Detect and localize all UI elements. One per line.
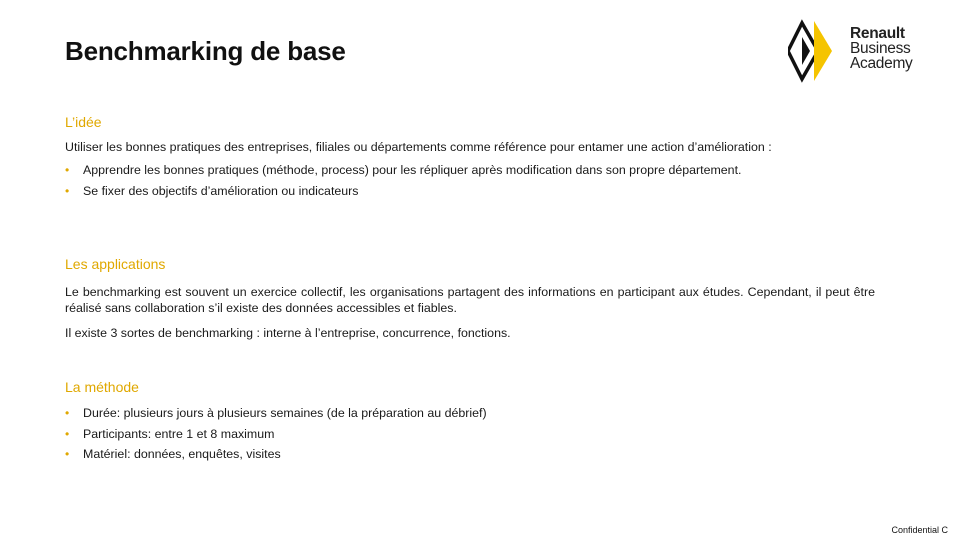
section-heading-idee: L’idée (65, 114, 102, 130)
renault-diamond-icon (788, 19, 838, 83)
logo-wordmark (850, 26, 913, 71)
bullet-icon: • (65, 406, 70, 420)
logo-line-2: Business (850, 40, 911, 57)
section-applications (65, 256, 875, 342)
section-heading-methode: La méthode (65, 379, 139, 395)
logo-line-3: Academy (850, 55, 913, 72)
methode-bullet-list (65, 406, 875, 463)
list-item (65, 406, 875, 422)
list-item (65, 184, 875, 200)
list-item (65, 163, 875, 179)
renault-business-academy-logo (788, 19, 928, 85)
applications-text-1: Le benchmarking est souvent un exercice collectif, les organisations partagent des informations en participant aux études. Cependant, il peut être réalisé sans collaboration s’il existe des données accessibles et fiables. (65, 285, 875, 315)
bullet-icon: • (65, 184, 70, 198)
methode-bullet-text: Matériel: données, enquêtes, visites (83, 447, 281, 461)
section-heading-applications: Les applications (65, 256, 166, 272)
section-methode (65, 379, 875, 463)
list-item (65, 447, 875, 463)
slide-title: Benchmarking de base (65, 36, 346, 66)
methode-bullet-text: Durée: plusieurs jours à plusieurs semaines (de la préparation au débrief) (83, 406, 487, 420)
logo-line-1: Renault (850, 25, 905, 42)
idee-text: Utiliser les bonnes pratiques des entreprises, filiales ou départements comme référence pour entamer une action d’amélioration : (65, 140, 772, 154)
confidential-label: Confidential C (891, 525, 948, 535)
idee-bullet-text: Se fixer des objectifs d’amélioration ou indicateurs (83, 184, 359, 198)
methode-bullet-text: Participants: entre 1 et 8 maximum (83, 426, 275, 441)
bullet-icon: • (65, 426, 70, 441)
idee-bullet-list (65, 163, 875, 200)
bullet-icon: • (65, 162, 70, 177)
idee-bullet-text: Apprendre les bonnes pratiques (méthode, process) pour les répliquer après modification dans son propre département. (83, 162, 742, 177)
applications-text-2: Il existe 3 sortes de benchmarking : interne à l’entreprise, concurrence, fonctions. (65, 326, 511, 340)
section-idee (65, 114, 875, 200)
bullet-icon: • (65, 447, 70, 461)
list-item (65, 427, 875, 443)
